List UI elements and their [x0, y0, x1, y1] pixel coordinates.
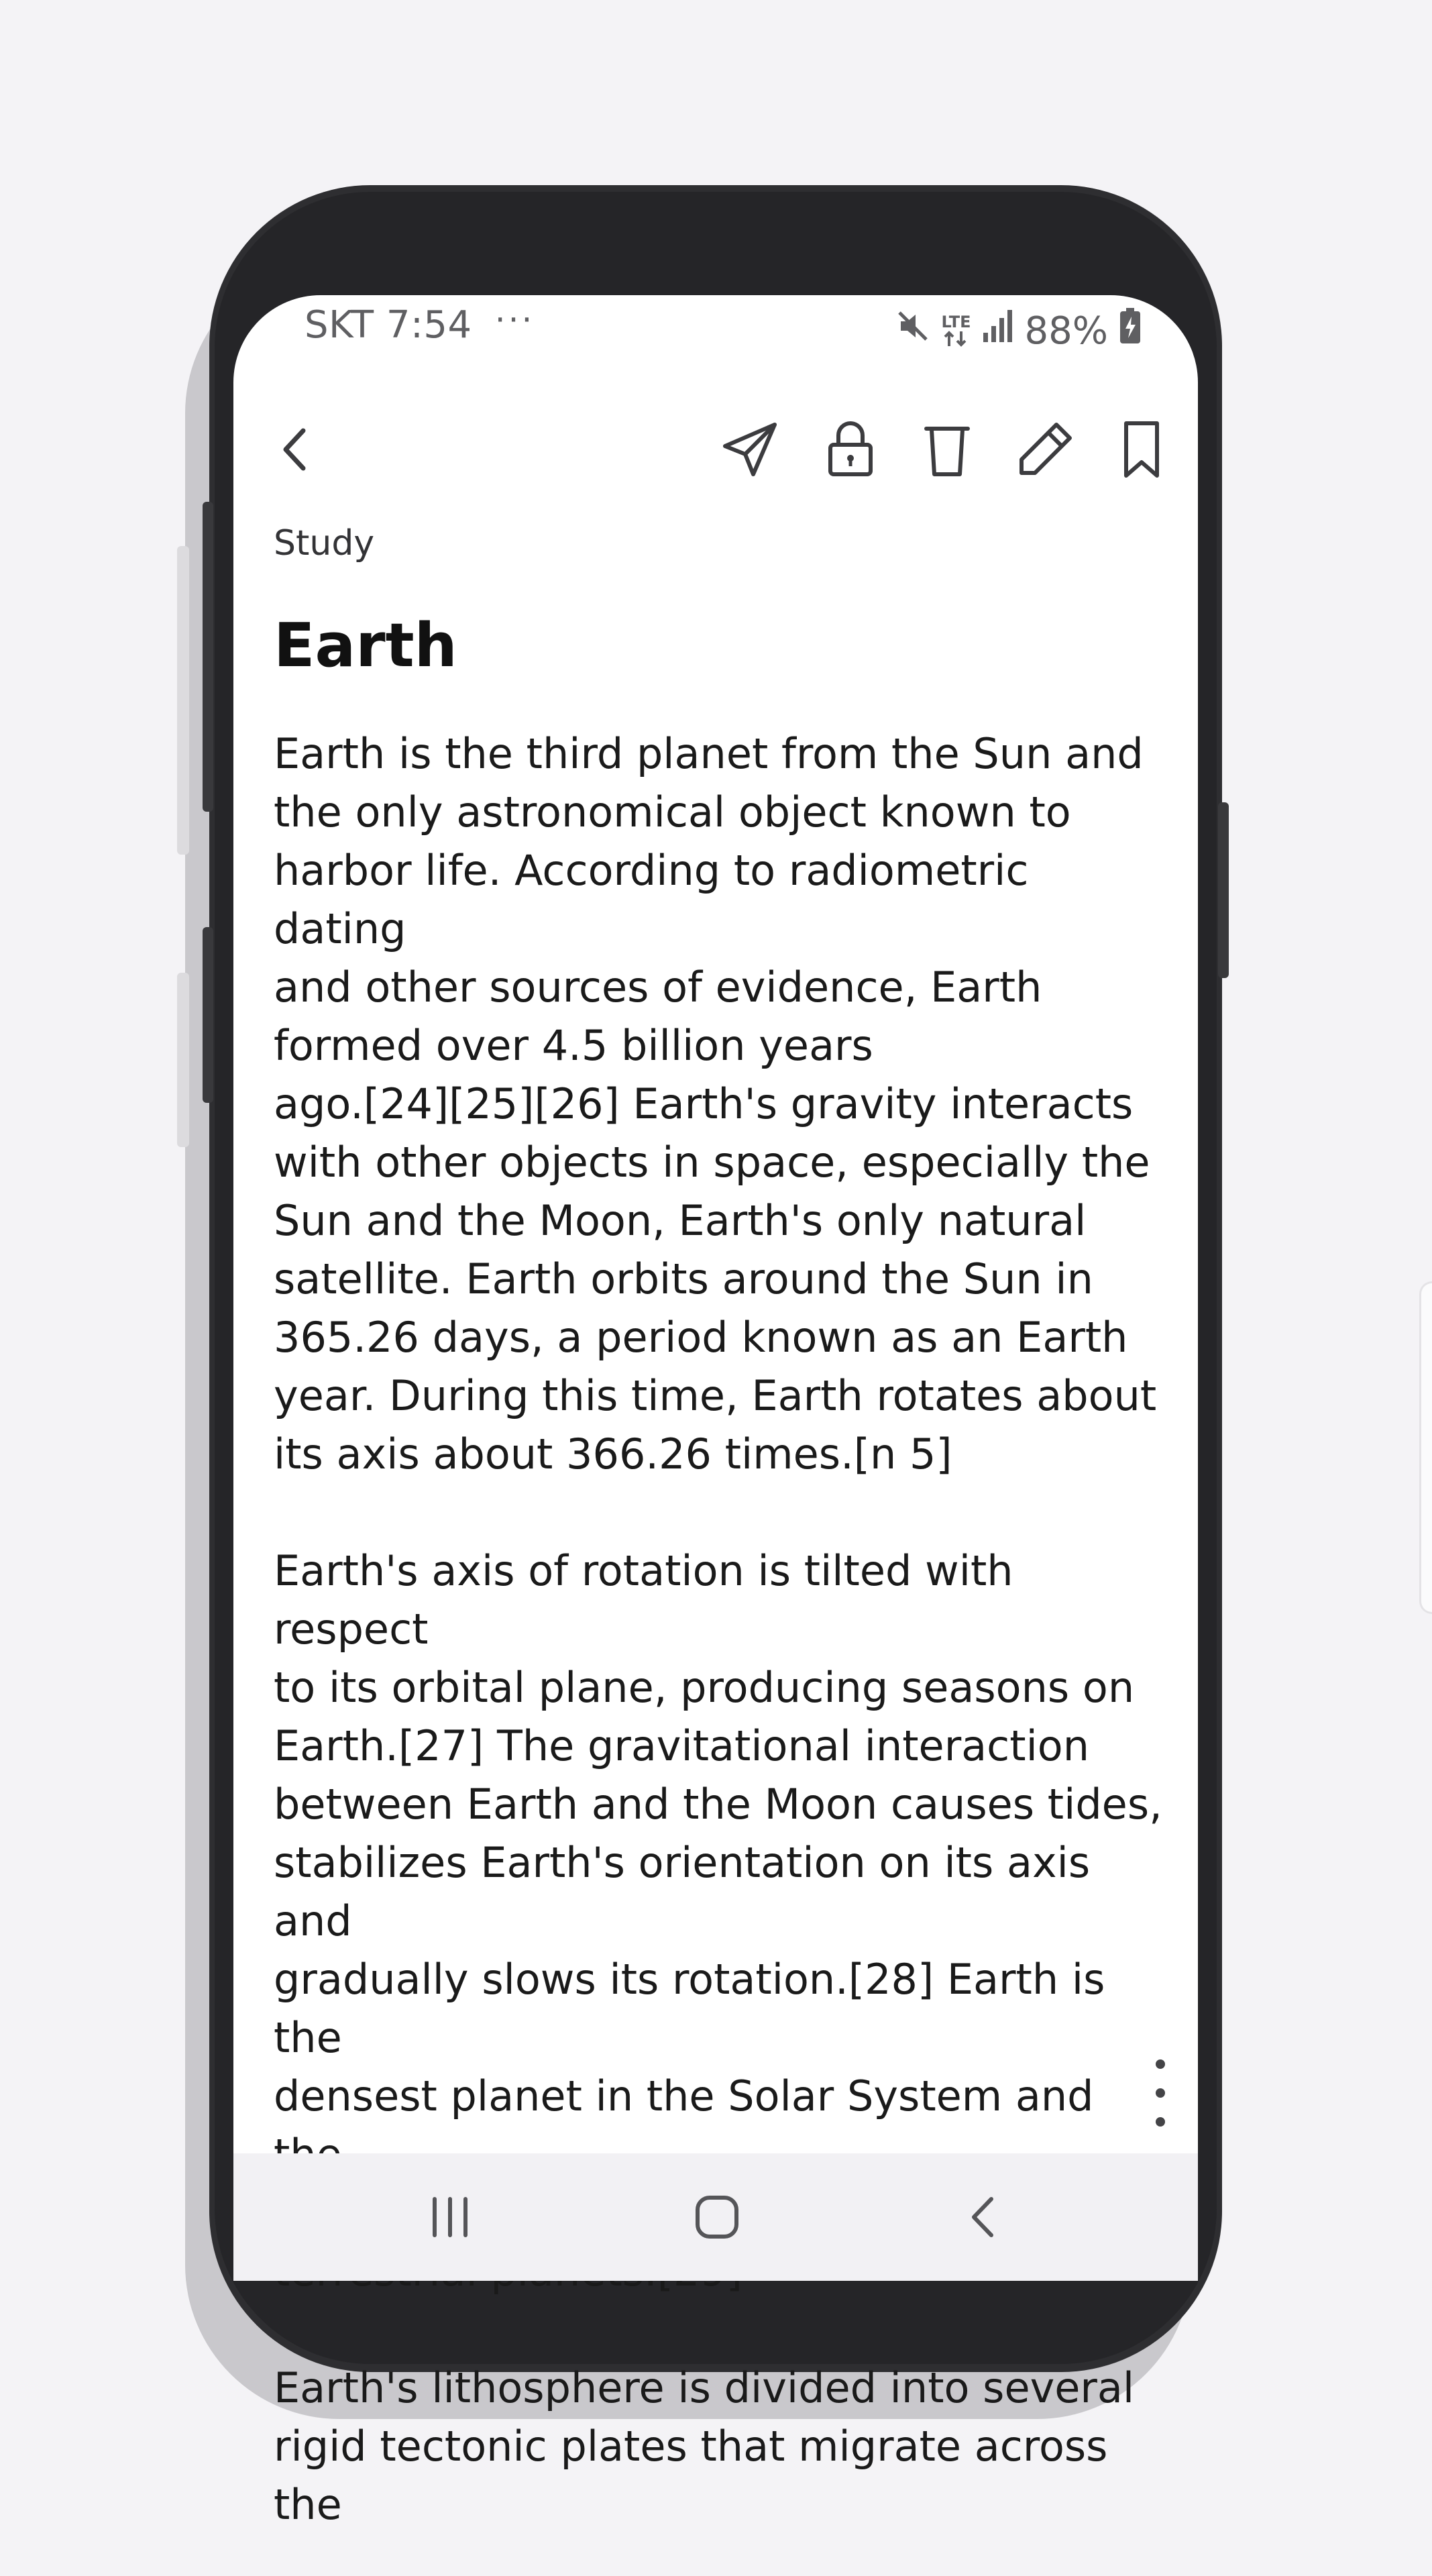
note-paragraph: Earth's axis of rotation is tilted with respect to its orbital plane, producing seasons on Earth.[27] The gravitational interaction between Earth and the Moon causes tides, stabilizes Earth's orientation on its axis and gradually slows its rotation.[28] Earth is the densest planet in the Solar System and [274, 1546, 1162, 2121]
bixby-key [203, 927, 213, 1103]
side-key-light-top [177, 546, 189, 855]
edge-panel-handle[interactable] [1419, 1281, 1432, 1614]
dot-icon [1156, 2088, 1165, 2098]
note-body[interactable] [274, 724, 1166, 2529]
home-button[interactable] [680, 2180, 754, 2254]
note-toolbar [233, 389, 1198, 503]
screen [233, 295, 1198, 2529]
status-right [895, 307, 1142, 354]
back-icon [960, 2194, 1007, 2241]
note-title: Earth [274, 610, 457, 681]
data-arrows-icon [942, 330, 969, 347]
recents-button[interactable] [413, 2180, 487, 2254]
edit-button[interactable] [1011, 416, 1079, 483]
bookmark-button[interactable] [1108, 416, 1175, 483]
pencil-icon [1015, 419, 1075, 480]
send-icon [720, 419, 780, 480]
nav-back-button[interactable] [947, 2180, 1021, 2254]
note-paragraph: Earth is the third planet from the Sun and the only astronomical object known to harbor life. According to radiometric dating and other sources of evidence, Earth formed over 4.5 billion years ago.[24][25][26] Earth's gravity interacts with other objects in space, especially the Sun and the Moon, Earth's only natural satellite. Earth orbits around the Sun in 365.26 days, a period known as an Earth year. During this time, Earth rotates about its axis about 366.26 times.[n 5] [274, 729, 1157, 1479]
carrier-time: SKT 7:54 [305, 303, 472, 347]
delete-button[interactable] [914, 416, 981, 483]
trash-icon [924, 419, 971, 480]
power-key [1218, 802, 1229, 978]
note-category[interactable]: Study [274, 523, 375, 564]
more-notifications: ··· [494, 300, 535, 339]
more-options-button[interactable] [1147, 2059, 1174, 2127]
dot-icon [1156, 2059, 1165, 2069]
back-button[interactable] [262, 416, 329, 483]
battery-percent: 88% [1024, 309, 1108, 353]
lock-button[interactable] [817, 416, 884, 483]
bookmark-icon [1118, 419, 1165, 480]
lte-icon [941, 314, 971, 347]
status-bar [233, 295, 1198, 362]
chevron-left-icon [275, 423, 315, 476]
note-paragraph: Earth's lithosphere is divided into several rigid tectonic plates that migrate across the [274, 2363, 1135, 2529]
navigation-bar [233, 2153, 1198, 2281]
lte-label: LTE [941, 313, 971, 331]
share-button[interactable] [716, 416, 783, 483]
status-left [305, 300, 535, 347]
battery-charging-icon [1119, 307, 1142, 354]
signal-icon [982, 309, 1014, 353]
lock-icon [824, 419, 877, 480]
side-key-light-bottom [177, 973, 189, 1147]
home-icon [694, 2194, 740, 2241]
mute-icon [895, 309, 930, 353]
volume-key [203, 502, 213, 812]
dot-icon [1156, 2117, 1165, 2127]
recents-icon [427, 2194, 474, 2241]
